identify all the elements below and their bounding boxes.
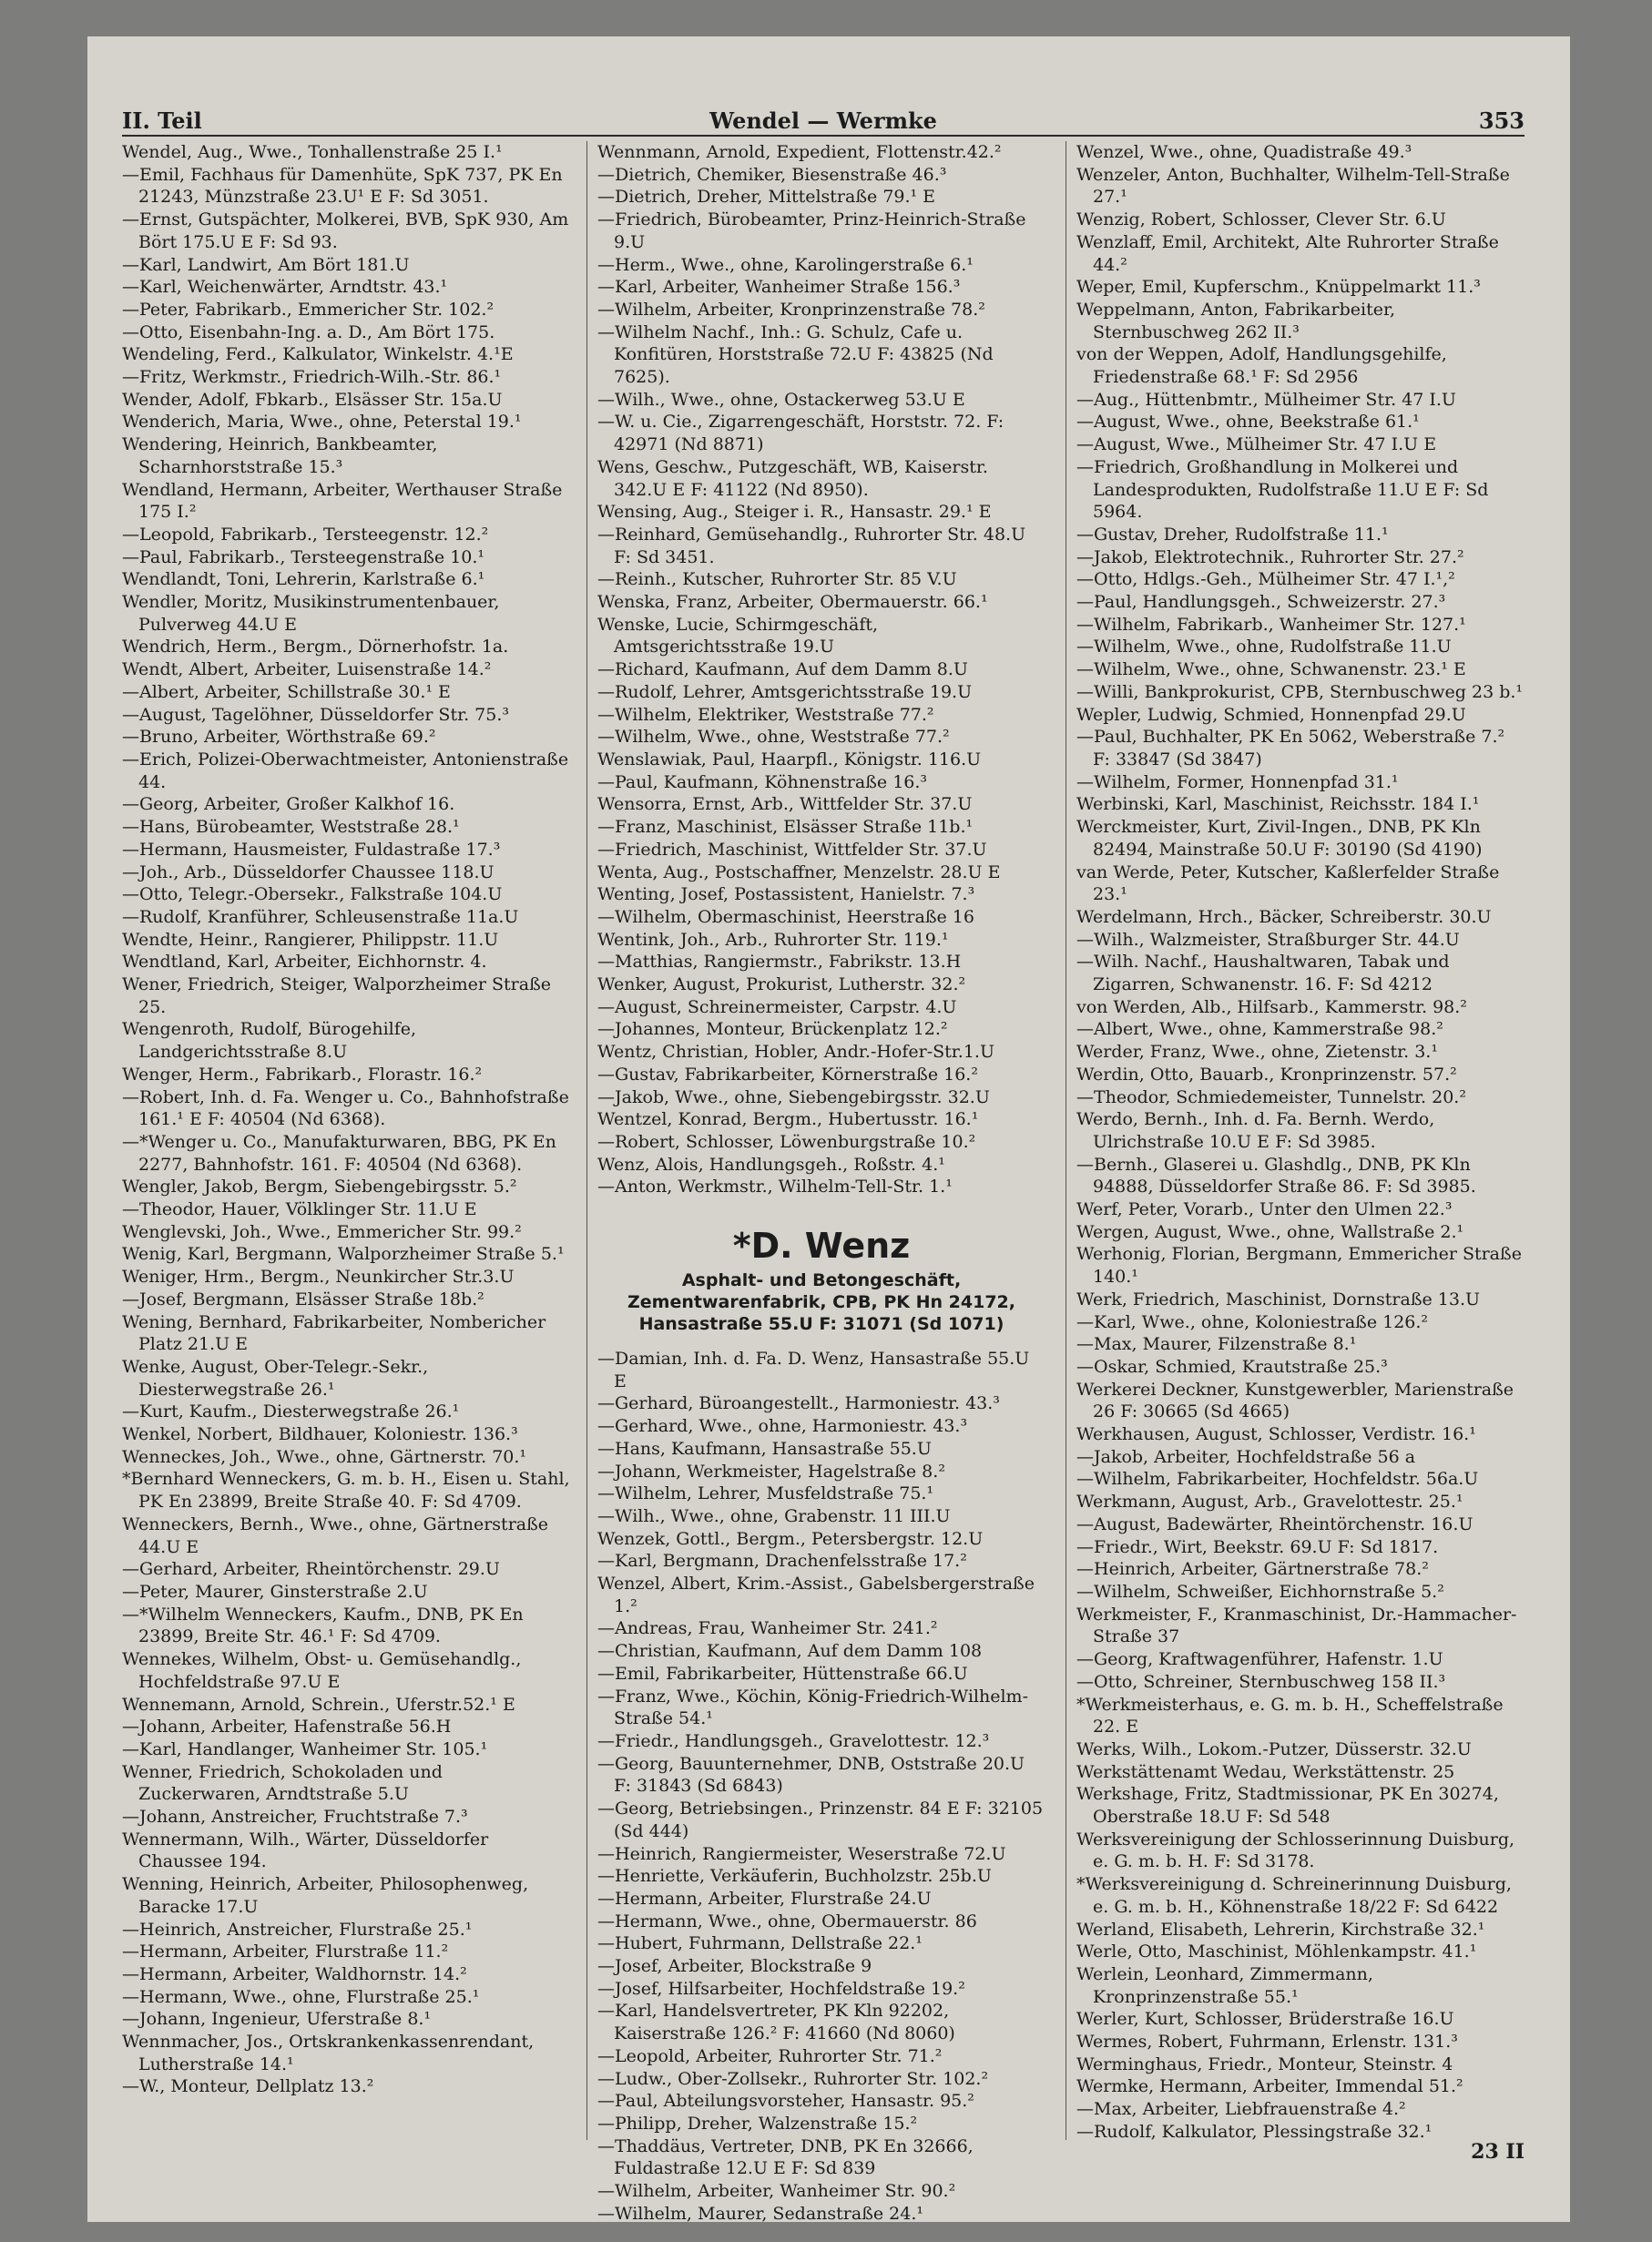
directory-entry: —Paul, Kaufmann, Köhnenstraße 16.³: [597, 771, 928, 792]
directory-entry: —Dietrich, Chemiker, Biesenstraße 46.³: [597, 164, 947, 185]
directory-entry: Wenig, Karl, Bergmann, Walporzheimer Straße 5.¹: [122, 1244, 565, 1265]
directory-entry: Wendering, Heinrich, Bankbeamter, Scharnhorststraße 15.³: [122, 434, 438, 477]
directory-entry: Wenz, Alois, Handlungsgeh., Roßstr. 4.¹: [597, 1154, 945, 1175]
page-header: [122, 107, 1525, 144]
directory-entry: —Jakob, Elektrotechnik., Ruhrorter Str. 27.²: [1076, 546, 1464, 567]
directory-entry: Weper, Emil, Kupferschm., Knüppelmarkt 11.³: [1076, 277, 1481, 298]
directory-entry: —Wilhelm, Wwe., ohne, Schwanenstr. 23.¹ E: [1076, 659, 1466, 680]
directory-entry: Wenske, Lucie, Schirmgeschäft, Amtsgerichtsstraße 19.U: [597, 614, 879, 657]
directory-entry: —Wilh., Walzmeister, Straßburger Str. 44.U: [1076, 929, 1460, 950]
directory-entry: —Wilhelm, Wwe., ohne, Rudolfstraße 11.U: [1076, 637, 1452, 657]
directory-entry: Wenker, August, Prokurist, Lutherstr. 32.²: [597, 974, 966, 995]
directory-entry: —Jakob, Arbeiter, Hochfeldstraße 56 a: [1076, 1446, 1416, 1467]
part-label: II. Teil: [122, 107, 202, 134]
directory-entry: Wendt, Albert, Arbeiter, Luisenstraße 14.²: [122, 659, 492, 680]
directory-entry: —Kurt, Kaufm., Diesterwegstraße 26.¹: [122, 1401, 460, 1422]
directory-entry: Wennermann, Wilh., Wärter, Düsseldorfer Chaussee 194.: [122, 1829, 489, 1872]
directory-entry: Wenzlaff, Emil, Architekt, Alte Ruhrorter Straße 44.²: [1076, 231, 1499, 275]
directory-entry: —Wilhelm, Former, Honnenpfad 31.¹: [1076, 771, 1399, 792]
header-rule: [122, 135, 1525, 137]
ad-line-3: Hansastraße 55.U F: 31071 (Sd 1071): [638, 1314, 1004, 1335]
directory-entry: Wendland, Hermann, Arbeiter, Werthauser Straße 175 I.²: [122, 479, 563, 523]
directory-entry: —Franz, Maschinist, Elsässer Straße 11b.¹: [597, 817, 974, 838]
directory-entry: —Karl, Arbeiter, Wanheimer Straße 156.³: [597, 277, 961, 298]
directory-entry: —Henriette, Verkäuferin, Buchholzstr. 25b.U: [597, 1866, 992, 1887]
directory-entry: —Wilhelm, Obermaschinist, Heerstraße 16: [597, 906, 974, 927]
directory-entry: —Hermann, Arbeiter, Waldhornstr. 14.²: [122, 1963, 467, 1984]
directory-entry: —Oskar, Schmied, Krautstraße 25.³: [1076, 1356, 1388, 1377]
directory-entry: —Erich, Polizei-Oberwachtmeister, Antonienstraße 44.: [122, 749, 569, 792]
directory-entry: Wentzel, Konrad, Bergm., Hubertusstr. 16.¹: [597, 1109, 979, 1130]
directory-entry: —Ludw., Ober-Zollsekr., Ruhrorter Str. 102.²: [597, 2068, 989, 2089]
directory-entry: —Reinhard, Gemüsehandlg., Ruhrorter Str. 48.U F: Sd 3451.: [597, 524, 1026, 567]
directory-entry: —Leopold, Fabrikarb., Tersteegenstr. 12.²: [122, 524, 489, 545]
directory-entry: —Emil, Fachhaus für Damenhüte, SpK 737, PK En 21243, Münzstraße 23.U¹ E F: Sd 3051.: [122, 164, 563, 208]
directory-entry: Werkmeister, F., Kranmaschinist, Dr.-Hammacher-Straße 37: [1076, 1604, 1517, 1647]
signature-mark: 23 II: [1471, 2140, 1525, 2164]
directory-entry: Werkshage, Fritz, Stadtmissionar, PK En 30274, Oberstraße 18.U F: Sd 548: [1076, 1784, 1499, 1828]
directory-entry: Wendler, Moritz, Musikinstrumentenbauer, Pulverweg 44.U E: [122, 592, 500, 635]
directory-entry: —Rudolf, Lehrer, Amtsgerichtsstraße 19.U: [597, 681, 973, 702]
directory-entry: —Georg, Betriebsingen., Prinzenstr. 84 E F: 32105 (Sd 444): [597, 1799, 1044, 1841]
directory-entry: —Theodor, Schmiedemeister, Tunnelstr. 20.²: [1076, 1086, 1466, 1107]
directory-entry: —Johannes, Monteur, Brückenplatz 12.²: [597, 1019, 948, 1040]
directory-entry: —Reinh., Kutscher, Ruhrorter Str. 85 V.U: [597, 569, 957, 590]
directory-entry: Werkmann, August, Arb., Gravelottestr. 25.¹: [1076, 1492, 1463, 1513]
directory-entry: —Josef, Arbeiter, Blockstraße 9: [597, 1956, 872, 1977]
directory-entry: —Wilhelm, Fabrikarbeiter, Hochfeldstr. 56a.U: [1076, 1469, 1479, 1490]
directory-entry: Werler, Kurt, Schlosser, Brüderstraße 16.U: [1076, 2009, 1454, 2030]
directory-entry: —Wilhelm, Maurer, Sedanstraße 24.¹: [597, 2203, 924, 2224]
directory-entry: —Gustav, Dreher, Rudolfstraße 11.¹: [1076, 524, 1389, 545]
directory-entry: —Hubert, Fuhrmann, Dellstraße 22.¹: [597, 1933, 923, 1954]
directory-entry: —Gustav, Fabrikarbeiter, Körnerstraße 16.²: [597, 1064, 978, 1085]
directory-entry: Wengler, Jakob, Bergm, Siebengebirgsstr. 5.²: [122, 1177, 517, 1197]
directory-entry: Werder, Franz, Wwe., ohne, Zietenstr. 3.¹: [1076, 1042, 1438, 1063]
directory-entry: —Ernst, Gutspächter, Molkerei, BVB, SpK 930, Am Bört 175.U E F: Sd 93.: [122, 209, 569, 252]
directory-entry: Wenting, Josef, Postassistent, Hanielstr. 7.³: [597, 884, 975, 905]
directory-entry: Wener, Friedrich, Steiger, Walporzheimer Straße 25.: [122, 974, 552, 1017]
directory-entry: —Aug., Hüttenbmtr., Mülheimer Str. 47 I.U: [1076, 389, 1456, 410]
directory-entry: —Otto, Schreiner, Sternbuschweg 158 II.³: [1076, 1671, 1446, 1692]
directory-entry: —Paul, Handlungsgeh., Schweizerstr. 27.³: [1076, 592, 1446, 613]
directory-entry: —August, Wwe., Mülheimer Str. 47 I.U E: [1076, 434, 1437, 455]
directory-entry: Wendel, Aug., Wwe., Tonhallenstraße 25 I.¹: [122, 142, 503, 162]
directory-entry: Wenneckers, Bernh., Wwe., ohne, Gärtnerstraße 44.U E: [122, 1513, 549, 1557]
directory-entry: —Heinrich, Anstreicher, Flurstraße 25.¹: [122, 1919, 473, 1940]
directory-entry: —Friedr., Wirt, Beekstr. 69.U F: Sd 1817.: [1076, 1536, 1439, 1557]
directory-entry: —Wilhelm, Lehrer, Musfeldstraße 75.¹: [597, 1483, 934, 1504]
directory-entry: *Werksvereinigung d. Schreinerinnung Duisburg, e. G. m. b. H., Köhnenstraße 18/22 F: Sd 6422: [1076, 1874, 1512, 1917]
directory-entry: Wenger, Herm., Fabrikarb., Florastr. 16.²: [122, 1064, 483, 1085]
directory-entry: *Werkmeisterhaus, e. G. m. b. H., Scheffelstraße 22. E: [1076, 1694, 1504, 1738]
directory-entry: —Wilhelm, Arbeiter, Kronprinzenstraße 78.²: [597, 299, 985, 320]
directory-entry: von der Weppen, Adolf, Handlungsgehilfe, Friedenstraße 68.¹ F: Sd 2956: [1076, 344, 1447, 388]
directory-entry: —Josef, Bergmann, Elsässer Straße 18b.²: [122, 1289, 484, 1310]
directory-entry: Werhonig, Florian, Bergmann, Emmericher Straße 140.¹: [1076, 1244, 1522, 1288]
directory-entry: —Friedr., Handlungsgeh., Gravelottestr. 12.³: [597, 1731, 990, 1751]
directory-entry: —Christian, Kaufmann, Auf dem Damm 108: [597, 1641, 983, 1662]
directory-entry: Wepler, Ludwig, Schmied, Honnenpfad 29.U: [1076, 704, 1466, 725]
directory-entry: Werf, Peter, Vorarb., Unter den Ulmen 22.³: [1076, 1199, 1453, 1220]
directory-entry: —Robert, Inh. d. Fa. Wenger u. Co., Bahnhofstraße 161.¹ E F: 40504 (Nd 6368).: [122, 1086, 569, 1130]
directory-entry: —Emil, Fabrikarbeiter, Hüttenstraße 66.U: [597, 1663, 968, 1684]
directory-entry: —Albert, Wwe., ohne, Kammerstraße 98.²: [1076, 1019, 1443, 1040]
directory-entry: —Karl, Bergmann, Drachenfelsstraße 17.²: [597, 1551, 967, 1572]
directory-entry: —Johann, Werkmeister, Hagelstraße 8.²: [597, 1461, 945, 1482]
directory-entry: Wenska, Franz, Arbeiter, Obermauerstr. 66.¹: [597, 592, 988, 613]
directory-entry: —Andreas, Frau, Wanheimer Str. 241.²: [597, 1618, 938, 1639]
directory-entry: Wenzeler, Anton, Buchhalter, Wilhelm-Tell-Straße 27.¹: [1076, 164, 1510, 208]
directory-entry: —Franz, Wwe., Köchin, König-Friedrich-Wilhelm-Straße 54.¹: [597, 1686, 1028, 1729]
directory-entry: —W. u. Cie., Zigarrengeschäft, Horststr. 72. F: 42971 (Nd 8871): [597, 412, 1004, 455]
directory-entry: —Albert, Arbeiter, Schillstraße 30.¹ E: [122, 681, 451, 702]
directory-entry: Wenzek, Gottl., Bergm., Petersbergstr. 12.U: [597, 1528, 984, 1549]
directory-entry: Wendte, Heinr., Rangierer, Philippstr. 11.U: [122, 929, 499, 950]
directory-entry: Werks, Wilh., Lokom.-Putzer, Düsserstr. 32.U: [1076, 1738, 1472, 1759]
page-number: 353: [1478, 107, 1525, 134]
ad-line-1: Asphalt- und Betongeschäft,: [681, 1270, 962, 1291]
directory-entry: —Karl, Weichenwärter, Arndtstr. 43.¹: [122, 277, 448, 298]
directory-entry: *Bernhard Wenneckers, G. m. b. H., Eisen u. Stahl, PK En 23899, Breite Straße 40. F: Sd 4709.: [122, 1469, 570, 1513]
directory-entry: Werle, Otto, Maschinist, Möhlenkampstr. 41.¹: [1076, 1941, 1477, 1962]
directory-page: [87, 36, 1570, 2222]
directory-entry: Wenderich, Maria, Wwe., ohne, Peterstal 19.¹: [122, 412, 522, 433]
directory-entry: —Otto, Eisenbahn-Ing. a. D., Am Bört 175.: [122, 321, 495, 342]
directory-entry: Wendrich, Herm., Bergm., Dörnerhofstr. 1a.: [122, 637, 509, 657]
directory-entry: Wensorra, Ernst, Arb., Wittfelder Str. 37.U: [597, 794, 973, 815]
directory-entry: —Friedrich, Großhandlung in Molkerei und Landesprodukten, Rudolfstraße 11.U E F: Sd 5964.: [1076, 456, 1489, 523]
directory-entry: —August, Wwe., ohne, Beekstraße 61.¹: [1076, 412, 1420, 433]
directory-entry: —Johann, Ingenieur, Uferstraße 8.¹: [122, 2009, 432, 2030]
directory-entry: Wermke, Hermann, Arbeiter, Immendal 51.²: [1076, 2076, 1463, 2097]
column-divider: [586, 141, 587, 2140]
directory-entry: Wenzig, Robert, Schlosser, Clever Str. 6.U: [1076, 209, 1446, 230]
column-right: [1076, 141, 1525, 2140]
directory-entry: —Peter, Fabrikarb., Emmericher Str. 102.²: [122, 299, 495, 320]
directory-entry: Wennekes, Wilhelm, Obst- u. Gemüsehandlg., Hochfeldstraße 97.U E: [122, 1649, 522, 1692]
directory-entry: Wendtland, Karl, Arbeiter, Eichhornstr. 4.: [122, 952, 487, 973]
directory-entry: Werk, Friedrich, Maschinist, Dornstraße 13.U: [1076, 1289, 1481, 1310]
directory-entry: —Herm., Wwe., ohne, Karolingerstraße 6.¹: [597, 254, 974, 275]
directory-entry: Wensing, Aug., Steiger i. R., Hansastr. 29.¹ E: [597, 502, 992, 523]
name-range: Wendel — Wermke: [709, 107, 937, 134]
directory-entry: —Wilh., Wwe., ohne, Grabenstr. 11 III.U: [597, 1505, 951, 1526]
directory-entry: Wennmacher, Jos., Ortskrankenkassenrendant, Lutherstraße 14.¹: [122, 2032, 535, 2074]
directory-entry: Wenkel, Norbert, Bildhauer, Koloniestr. 136.³: [122, 1424, 518, 1445]
directory-entry: —Jakob, Wwe., ohne, Siebengebirgsstr. 32.U: [597, 1086, 990, 1107]
directory-entry: —Hermann, Arbeiter, Flurstraße 11.²: [122, 1941, 449, 1962]
directory-entry: —Paul, Buchhalter, PK En 5062, Weberstraße 7.² F: 33847 (Sd 3847): [1076, 727, 1505, 769]
directory-entry: Wenzel, Albert, Krim.-Assist., Gabelsbergerstraße 1.²: [597, 1574, 1035, 1616]
directory-entry: Wengenroth, Rudolf, Bürogehilfe, Landgerichtsstraße 8.U: [122, 1019, 417, 1063]
directory-entry: —Georg, Bauunternehmer, DNB, Oststraße 20.U F: 31843 (Sd 6843): [597, 1753, 1025, 1797]
directory-entry: Wennemann, Arnold, Schrein., Uferstr.52.¹ E: [122, 1694, 515, 1715]
directory-entry: Wenner, Friedrich, Schokoladen und Zuckerwaren, Arndtstraße 5.U: [122, 1761, 443, 1805]
directory-entry: —Matthias, Rangiermstr., Fabrikstr. 13.H: [597, 952, 962, 973]
ad-company-name: *D. Wenz: [732, 1226, 911, 1267]
directory-entry: —Hermann, Wwe., ohne, Flurstraße 25.¹: [122, 1986, 480, 2007]
directory-entry: Werdo, Bernh., Inh. d. Fa. Bernh. Werdo, Ulrichstraße 10.U E F: Sd 3985.: [1076, 1109, 1435, 1152]
directory-entry: —Wilhelm, Arbeiter, Wanheimer Str. 90.²: [597, 2181, 956, 2202]
directory-entry: Wens, Geschw., Putzgeschäft, WB, Kaiserstr. 342.U E F: 41122 (Nd 8950).: [597, 456, 988, 500]
directory-entry: Wenglevski, Joh., Wwe., Emmericher Str. 99.²: [122, 1221, 522, 1242]
directory-entry: —Peter, Maurer, Ginsterstraße 2.U: [122, 1582, 428, 1602]
directory-entry: —Hermann, Hausmeister, Fuldastraße 17.³: [122, 839, 501, 860]
directory-entry: —Georg, Kraftwagenführer, Hafenstr. 1.U: [1076, 1649, 1443, 1670]
directory-entry: Werkhausen, August, Schlosser, Verdistr. 16.¹: [1076, 1424, 1476, 1445]
directory-entry: Wenslawiak, Paul, Haarpfl., Königstr. 116.U: [597, 749, 982, 769]
ad-line-2: Zementwarenfabrik, CPB, PK Hn 24172,: [627, 1292, 1015, 1313]
directory-entry: Wenning, Heinrich, Arbeiter, Philosophenweg, Baracke 17.U: [122, 1874, 529, 1917]
directory-entry: —Friedrich, Maschinist, Wittfelder Str. 37.U: [597, 839, 987, 860]
column-middle-top: [597, 141, 1045, 1198]
directory-entry: —Wilhelm, Wwe., ohne, Weststraße 77.²: [597, 727, 950, 748]
directory-entry: —Wilhelm, Fabrikarb., Wanheimer Str. 127.¹: [1076, 614, 1466, 635]
directory-entry: —Theodor, Hauer, Völklinger Str. 11.U E: [122, 1199, 477, 1220]
directory-entry: Werkerei Deckner, Kunstgewerbler, Marienstraße 26 F: 30665 (Sd 4665): [1076, 1379, 1514, 1422]
directory-entry: —Georg, Arbeiter, Großer Kalkhof 16.: [122, 794, 455, 815]
directory-entry: —Bruno, Arbeiter, Wörthstraße 69.²: [122, 727, 436, 748]
directory-entry: —Wilhelm, Schweißer, Eichhornstraße 5.²: [1076, 1582, 1444, 1602]
directory-entry: —August, Badewärter, Rheintörchenstr. 16.U: [1076, 1513, 1474, 1534]
column-middle-bottom: [597, 1348, 1045, 2225]
directory-entry: van Werde, Peter, Kutscher, Kaßlerfelder Straße 23.¹: [1076, 861, 1500, 905]
directory-entry: Wentz, Christian, Hobler, Andr.-Hofer-Str.1.U: [597, 1042, 994, 1063]
directory-entry: —August, Tagelöhner, Düsseldorfer Str. 75.³: [122, 704, 509, 725]
directory-entry: —Wilh., Wwe., ohne, Ostackerweg 53.U E: [597, 389, 965, 410]
directory-entry: von Werden, Alb., Hilfsarb., Kammerstr. 98.²: [1076, 996, 1467, 1017]
directory-entry: —Hans, Kaufmann, Hansastraße 55.U: [597, 1438, 932, 1459]
directory-entry: —Heinrich, Arbeiter, Gärtnerstraße 78.²: [1076, 1559, 1429, 1580]
directory-entry: Werdelmann, Hrch., Bäcker, Schreiberstr. 30.U: [1076, 906, 1492, 927]
directory-entry: Werlein, Leonhard, Zimmermann, Kronprinzenstraße 55.¹: [1076, 1963, 1373, 2007]
directory-entry: Wendlandt, Toni, Lehrerin, Karlstraße 6.¹: [122, 569, 485, 590]
directory-entry: —Karl, Handlanger, Wanheimer Str. 105.¹: [122, 1738, 488, 1759]
directory-entry: —*Wilhelm Wenneckers, Kaufm., DNB, PK En 23899, Breite Str. 46.¹ F: Sd 4709.: [122, 1604, 524, 1647]
directory-entry: —Karl, Handelsvertreter, PK Kln 92202, Kaiserstraße 126.² F: 41660 (Nd 8060): [597, 2001, 955, 2044]
directory-entry: —Anton, Werkmstr., Wilhelm-Tell-Str. 1.¹: [597, 1177, 953, 1197]
directory-entry: —Paul, Fabrikarb., Tersteegenstraße 10.¹: [122, 546, 485, 567]
directory-entry: —Leopold, Arbeiter, Ruhrorter Str. 71.²: [597, 2045, 943, 2066]
directory-entry: —Josef, Hilfsarbeiter, Hochfeldstraße 19.²: [597, 1978, 965, 1999]
directory-entry: Wergen, August, Wwe., ohne, Wallstraße 2.¹: [1076, 1221, 1464, 1242]
directory-entry: —Philipp, Dreher, Walzenstraße 15.²: [597, 2113, 918, 2134]
directory-entry: Werckmeister, Kurt, Zivil-Ingen., DNB, PK Kln 82494, Mainstraße 50.U F: 30190 (Sd 4190): [1076, 817, 1483, 860]
directory-entry: —Damian, Inh. d. Fa. D. Wenz, Hansastraße 55.U E: [597, 1349, 1030, 1391]
directory-entry: —Fritz, Werkmstr., Friedrich-Wilh.-Str. 86.¹: [122, 367, 502, 388]
directory-entry: —Richard, Kaufmann, Auf dem Damm 8.U: [597, 659, 968, 680]
directory-entry: —Heinrich, Rangiermeister, Weserstraße 72.U: [597, 1843, 1006, 1864]
directory-entry: —Dietrich, Dreher, Mittelstraße 79.¹ E: [597, 187, 936, 208]
directory-entry: —Max, Maurer, Filzenstraße 8.¹: [1076, 1334, 1357, 1355]
directory-entry: —Wilhelm Nachf., Inh.: G. Schulz, Cafe u. Konfitüren, Horststraße 72.U F: 43825 (Nd 7625).: [597, 321, 994, 388]
directory-entry: —Wilh. Nachf., Haushaltwaren, Tabak und Zigarren, Schwanenstr. 16. F: Sd 4212: [1076, 952, 1450, 995]
directory-entry: Weniger, Hrm., Bergm., Neunkircher Str.3.U: [122, 1267, 515, 1288]
directory-entry: Werksvereinigung der Schlosserinnung Duisburg, e. G. m. b. H. F: Sd 3178.: [1076, 1829, 1515, 1872]
directory-entry: Wenke, August, Ober-Telegr.-Sekr., Diesterwegstraße 26.¹: [122, 1356, 429, 1400]
column-left: [122, 141, 570, 2140]
directory-entry: —Hans, Bürobeamter, Weststraße 28.¹: [122, 817, 460, 838]
directory-entry: —Otto, Telegr.-Obersekr., Falkstraße 104.U: [122, 884, 503, 905]
directory-entry: —Bernh., Glaserei u. Glashdlg., DNB, PK Kln 94888, Düsseldorfer Straße 86. F: Sd 3985.: [1076, 1154, 1476, 1197]
directory-entry: Werbinski, Karl, Maschinist, Reichsstr. 184 I.¹: [1076, 794, 1480, 815]
directory-entry: Wermes, Robert, Fuhrmann, Erlenstr. 131.³: [1076, 2032, 1458, 2053]
directory-entry: Wening, Bernhard, Fabrikarbeiter, Nombericher Platz 21.U E: [122, 1311, 546, 1355]
directory-entry: Wennmann, Arnold, Expedient, Flottenstr.42.²: [597, 142, 1002, 162]
directory-entry: —Johann, Anstreicher, Fruchtstraße 7.³: [122, 1807, 468, 1828]
directory-entry: —Johann, Arbeiter, Hafenstraße 56.H: [122, 1717, 452, 1738]
directory-entry: Werminghaus, Friedr., Monteur, Steinstr. 4: [1076, 2053, 1453, 2074]
advertisement: [597, 1222, 1045, 1335]
directory-entry: —Karl, Wwe., ohne, Koloniestraße 126.²: [1076, 1311, 1429, 1332]
directory-entry: Werkstättenamt Wedau, Werkstättenstr. 25: [1076, 1761, 1455, 1782]
directory-entry: —Gerhard, Büroangestellt., Harmoniestr. 43.³: [597, 1393, 1000, 1414]
directory-entry: —Robert, Schlosser, Löwenburgstraße 10.²: [597, 1131, 976, 1152]
directory-entry: Wendeling, Ferd., Kalkulator, Winkelstr. 4.¹E: [122, 344, 514, 365]
directory-entry: Wender, Adolf, Fbkarb., Elsässer Str. 15a.U: [122, 389, 503, 410]
directory-entry: —W., Monteur, Dellplatz 13.²: [122, 2076, 374, 2097]
column-middle: [597, 141, 1045, 2224]
directory-entry: —Thaddäus, Vertreter, DNB, PK En 32666, Fuldastraße 12.U E F: Sd 839: [597, 2135, 974, 2179]
directory-entry: Wenneckes, Joh., Wwe., ohne, Gärtnerstr. 70.¹: [122, 1446, 527, 1467]
directory-entry: —Max, Arbeiter, Liebfrauenstraße 4.²: [1076, 2099, 1406, 2120]
directory-entry: —Hermann, Arbeiter, Flurstraße 24.U: [597, 1888, 932, 1909]
directory-entry: —Gerhard, Wwe., ohne, Harmoniestr. 43.³: [597, 1416, 968, 1437]
directory-entry: —Otto, Hdlgs.-Geh., Mülheimer Str. 47 I.¹,²: [1076, 569, 1455, 590]
directory-entry: —Willi, Bankprokurist, CPB, Sternbuschweg 23 b.¹: [1076, 681, 1524, 702]
directory-entry: Wenzel, Wwe., ohne, Quadistraße 49.³: [1076, 142, 1412, 162]
directory-entry: —Gerhard, Arbeiter, Rheintörchenstr. 29.U: [122, 1559, 500, 1580]
directory-entry: Werdin, Otto, Bauarb., Kronprinzenstr. 57.²: [1076, 1064, 1457, 1085]
directory-entry: Wenta, Aug., Postschaffner, Menzelstr. 28.U E: [597, 861, 1001, 882]
directory-entry: —Friedrich, Bürobeamter, Prinz-Heinrich-Straße 9.U: [597, 209, 1026, 252]
directory-entry: —*Wenger u. Co., Manufakturwaren, BBG, PK En 2277, Bahnhofstr. 161. F: 40504 (Nd 6368).: [122, 1131, 556, 1175]
directory-entry: —Rudolf, Kalkulator, Plessingstraße 32.¹: [1076, 2121, 1433, 2142]
directory-entry: —Paul, Abteilungsvorsteher, Hansastr. 95.²: [597, 2091, 974, 2112]
directory-entry: —Hermann, Wwe., ohne, Obermauerstr. 86: [597, 1911, 977, 1931]
directory-entry: —Joh., Arb., Düsseldorfer Chaussee 118.U: [122, 861, 495, 882]
directory-entry: Wentink, Joh., Arb., Ruhrorter Str. 119.¹: [597, 929, 949, 950]
directory-entry: Werland, Elisabeth, Lehrerin, Kirchstraße 32.¹: [1076, 1919, 1485, 1940]
directory-entry: —Wilhelm, Elektriker, Weststraße 77.²: [597, 704, 934, 725]
directory-entry: —Karl, Landwirt, Am Bört 181.U: [122, 254, 410, 275]
directory-entry: Weppelmann, Anton, Fabrikarbeiter, Sternbuschweg 262 II.³: [1076, 299, 1395, 342]
directory-entry: —Rudolf, Kranführer, Schleusenstraße 11a.U: [122, 906, 519, 927]
directory-entry: —August, Schreinermeister, Carpstr. 4.U: [597, 996, 957, 1017]
